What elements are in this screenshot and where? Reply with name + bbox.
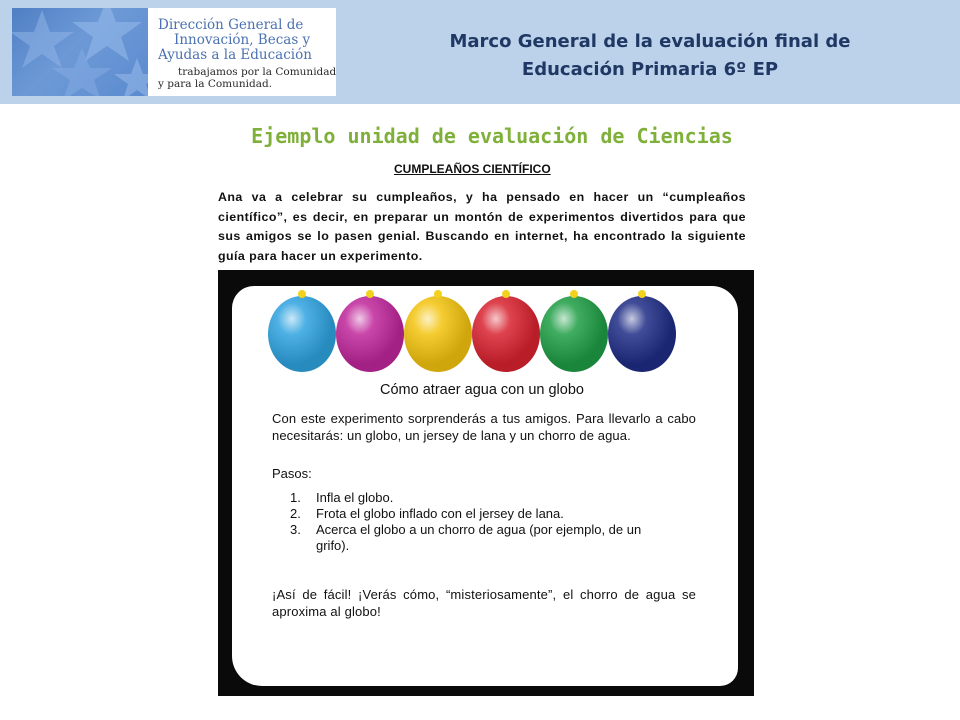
balloon <box>404 290 472 372</box>
card-title: Cómo atraer agua con un globo <box>380 382 584 398</box>
logo-line-3: Ayudas a la Educación <box>158 47 312 63</box>
logo-stars-image <box>12 8 148 96</box>
experiment-card <box>232 286 738 686</box>
step-number: 1. <box>290 490 301 505</box>
balloon <box>608 290 676 372</box>
step-item <box>290 506 670 522</box>
slide-title: Ejemplo unidad de evaluación de Ciencias <box>251 124 733 148</box>
header-title-line-1: Marco General de la evaluación final de <box>449 31 851 52</box>
step-item <box>290 522 670 554</box>
balloon <box>268 290 336 372</box>
step-number: 3. <box>290 522 301 537</box>
step-item <box>290 490 670 506</box>
balloon <box>336 290 404 372</box>
step-text: Frota el globo inflado con el jersey de lana. <box>316 506 564 521</box>
steps-label: Pasos: <box>272 466 312 481</box>
stars-icon <box>12 8 148 96</box>
logo-line-2: Innovación, Becas y <box>174 32 311 48</box>
document-heading: CUMPLEAÑOS CIENTÍFICO <box>394 162 551 176</box>
steps-list <box>290 490 670 554</box>
header-title-line-2: Educación Primaria 6º EP <box>521 59 779 80</box>
balloons-illustration <box>232 286 738 378</box>
header-band <box>0 0 960 104</box>
header-title <box>430 28 870 84</box>
card-intro: Con este experimento sorprenderás a tus amigos. Para llevarlo a cabo necesitarás: un globo, un jersey de lana y un chorro de agua. <box>272 411 696 443</box>
step-text: Acerca el globo a un chorro de agua (por ejemplo, de un grifo). <box>316 522 642 553</box>
logo-line-4: trabajamos por la Comunidad <box>178 66 337 78</box>
balloon <box>472 290 540 372</box>
balloon <box>540 290 608 372</box>
step-text: Infla el globo. <box>316 490 394 505</box>
experiment-image-frame <box>218 270 754 696</box>
logo-text-block <box>148 8 336 96</box>
logo-line-1: Dirección General de <box>158 17 304 33</box>
logo-line-5: y para la Comunidad. <box>158 78 273 90</box>
card-closing: ¡Así de fácil! ¡Verás cómo, “misteriosamente”, el chorro de agua se aproxima al globo! <box>272 587 696 619</box>
document-intro: Ana va a celebrar su cumpleaños, y ha pensado en hacer un “cumpleaños científico”, es decir, en preparar un montón de experimentos divertidos para que sus amigos se lo pasen genial. Buscando en internet, ha encontrado la siguiente guía para hacer un experimento. <box>218 190 746 263</box>
step-number: 2. <box>290 506 301 521</box>
